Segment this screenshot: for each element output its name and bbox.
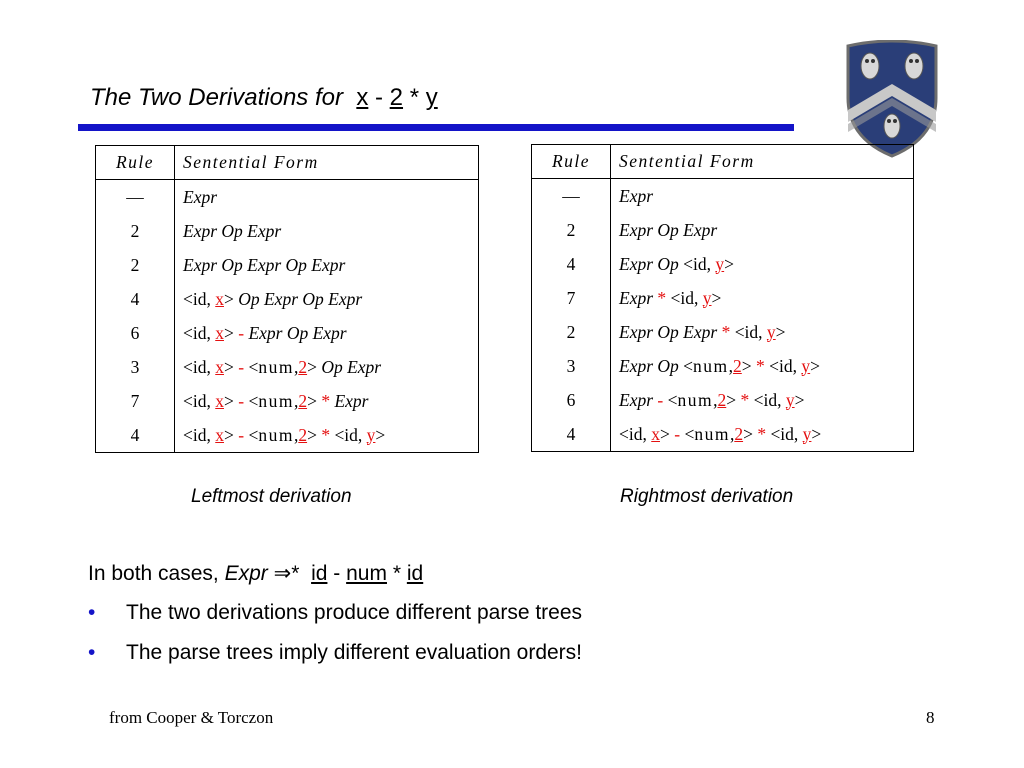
table-row	[532, 281, 914, 315]
rule-cell: 4	[532, 417, 611, 452]
sentential-form-header: Sentential Form	[175, 146, 479, 180]
bullet-dot-icon: •	[88, 641, 96, 664]
table-row	[532, 349, 914, 383]
form-cell: <id, x> Op Expr Op Expr	[175, 282, 479, 316]
table-row	[96, 282, 479, 316]
rule-cell: 7	[532, 281, 611, 315]
rule-cell: 2	[96, 214, 175, 248]
form-cell: Expr Op <id, y>	[611, 247, 914, 281]
form-cell: Expr Op Expr * <id, y>	[611, 315, 914, 349]
rule-cell: 2	[532, 213, 611, 247]
table-row	[96, 350, 479, 384]
bullet-item	[88, 601, 582, 625]
university-crest-icon	[842, 40, 942, 158]
summary-minus: -	[333, 562, 341, 585]
form-cell: <id, x> - <num,2> Op Expr	[175, 350, 479, 384]
table-header-row	[532, 145, 914, 179]
rule-cell: 3	[96, 350, 175, 384]
title-prefix: The Two Derivations for	[90, 84, 343, 111]
title-underline-bar	[78, 124, 794, 131]
rule-header: Rule	[532, 145, 611, 179]
rule-cell: 4	[532, 247, 611, 281]
rightmost-caption: Rightmost derivation	[620, 486, 794, 507]
title-y: y	[425, 84, 438, 111]
bullet-item	[88, 641, 582, 665]
form-cell: Expr	[611, 179, 914, 214]
rule-cell: 6	[532, 383, 611, 417]
bullet-text: The parse trees imply different evaluation orders!	[126, 641, 583, 664]
table-row	[96, 384, 479, 418]
table-row	[96, 316, 479, 350]
slide-title	[90, 84, 438, 112]
table-row	[532, 247, 914, 281]
table-row	[532, 417, 914, 452]
form-cell: Expr	[175, 180, 479, 215]
table-row	[96, 214, 479, 248]
form-cell: <id, x> - <num,2> * <id, y>	[175, 418, 479, 453]
bullet-dot-icon: •	[88, 601, 96, 624]
footer-source: from Cooper & Torczon	[109, 708, 274, 727]
rightmost-derivation-table	[531, 144, 914, 452]
summary-id-1: id	[311, 562, 328, 585]
leftmost-derivation-table	[95, 145, 479, 453]
form-cell: <id, x> - Expr Op Expr	[175, 316, 479, 350]
form-cell: Expr * <id, y>	[611, 281, 914, 315]
summary-num: num	[346, 562, 387, 585]
table-row	[96, 180, 479, 215]
rule-cell: 4	[96, 418, 175, 453]
title-two: 2	[389, 84, 404, 111]
derives-arrow: ⇒*	[273, 562, 300, 585]
form-cell: Expr Op Expr Op Expr	[175, 248, 479, 282]
rule-cell: 2	[96, 248, 175, 282]
summary-times: *	[392, 562, 402, 585]
title-minus: -	[375, 84, 383, 111]
rule-cell: 6	[96, 316, 175, 350]
rule-cell: —	[532, 179, 611, 214]
rule-header: Rule	[96, 146, 175, 180]
rule-cell: 7	[96, 384, 175, 418]
rule-cell: 2	[532, 315, 611, 349]
sentential-form-header: Sentential Form	[611, 145, 914, 179]
title-x: x	[356, 84, 369, 111]
form-cell: <id, x> - <num,2> * Expr	[175, 384, 479, 418]
page-number: 8	[926, 708, 935, 727]
table-row	[532, 179, 914, 214]
summary-expr: Expr	[224, 562, 268, 585]
rule-cell: 3	[532, 349, 611, 383]
table-row	[532, 315, 914, 349]
title-times: *	[409, 84, 420, 111]
table-row	[532, 383, 914, 417]
form-cell: Expr Op <num,2> * <id, y>	[611, 349, 914, 383]
form-cell: <id, x> - <num,2> * <id, y>	[611, 417, 914, 452]
leftmost-caption: Leftmost derivation	[191, 486, 352, 507]
table-row	[96, 418, 479, 453]
table-row	[96, 248, 479, 282]
form-cell: Expr - <num,2> * <id, y>	[611, 383, 914, 417]
rule-cell: 4	[96, 282, 175, 316]
table-row	[532, 213, 914, 247]
bullet-text: The two derivations produce different parse trees	[126, 601, 583, 624]
form-cell: Expr Op Expr	[175, 214, 479, 248]
form-cell: Expr Op Expr	[611, 213, 914, 247]
rule-cell: —	[96, 180, 175, 215]
summary-line	[88, 561, 423, 586]
summary-prefix: In both cases,	[88, 562, 219, 585]
table-header-row	[96, 146, 479, 180]
summary-id-2: id	[406, 562, 424, 585]
